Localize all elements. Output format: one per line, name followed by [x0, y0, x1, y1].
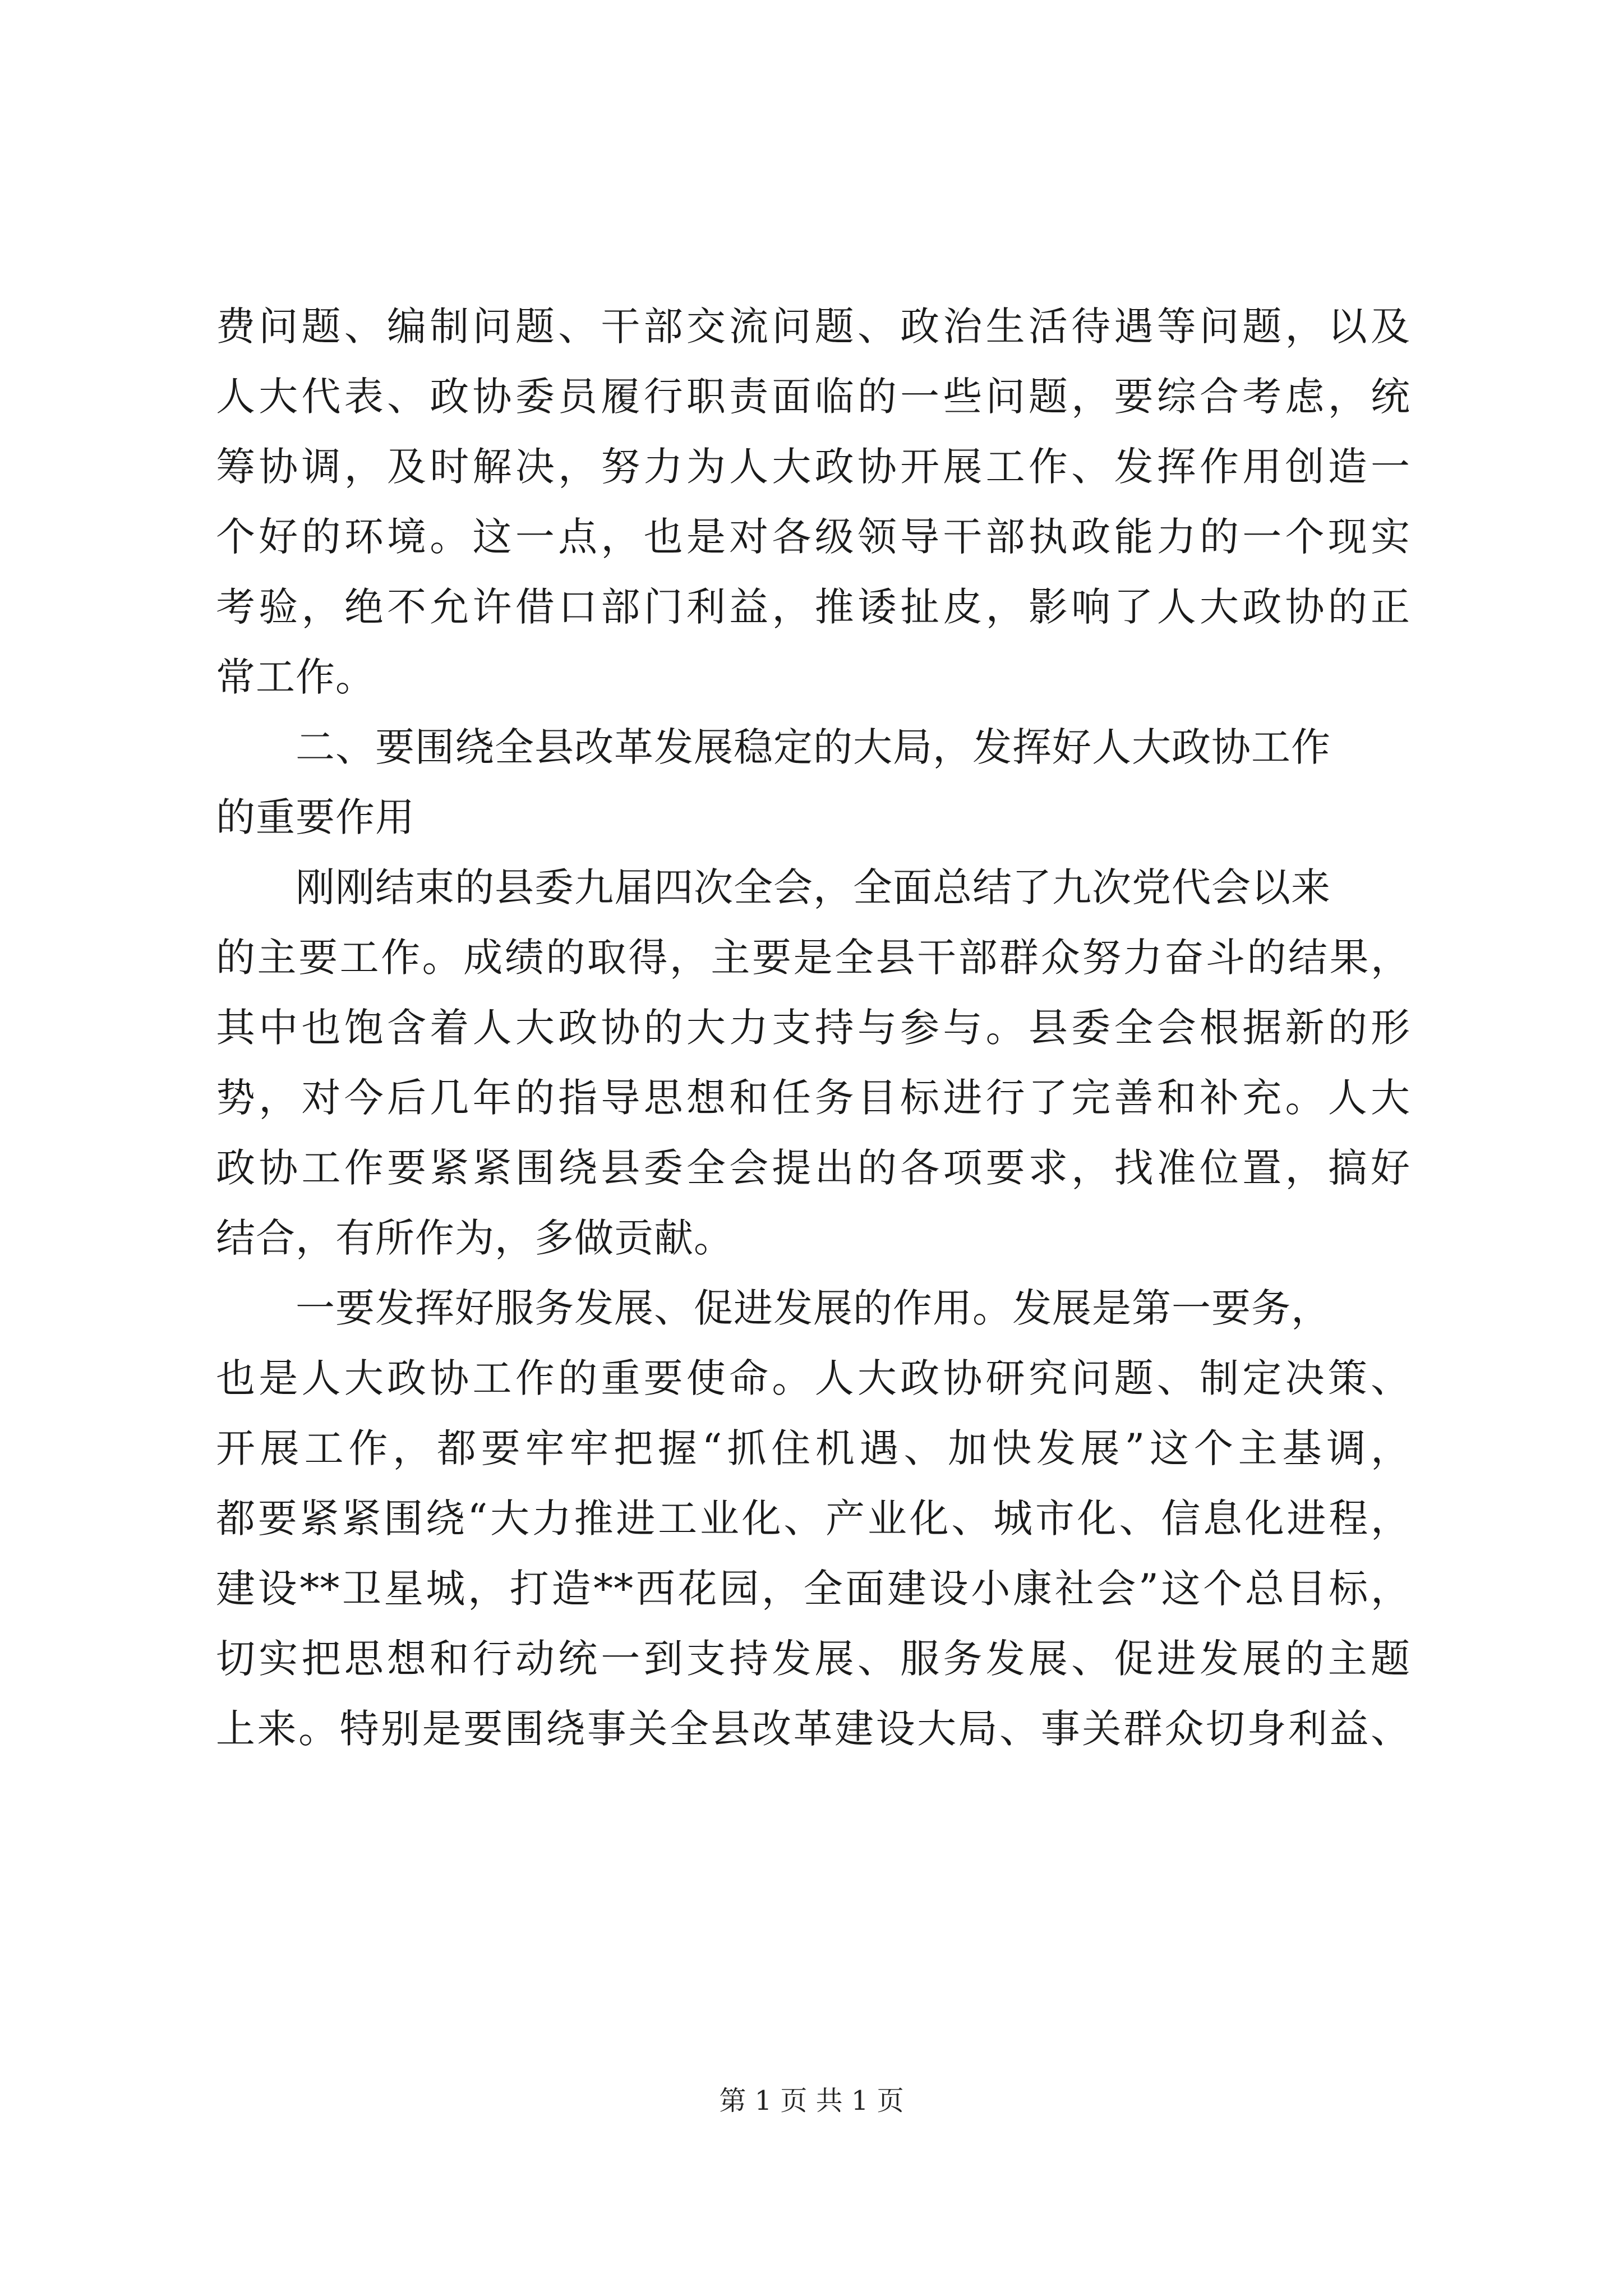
text-line: 开展工作，都要牢牢把握“抓住机遇、加快发展”这个主基调，	[216, 1425, 1410, 1471]
text-line: 建设**卫星城，打造**西花园，全面建设小康社会”这个总目标，	[216, 1566, 1410, 1612]
text-line: 刚刚结束的县委九届四次全会，全面总结了九次党代会以来	[216, 864, 1331, 910]
text-line: 其中也饱含着人大政协的大力支持与参与。县委全会根据新的形	[216, 1005, 1410, 1051]
text-line: 政协工作要紧紧围绕县委全会提出的各项要求，找准位置，搞好	[216, 1145, 1410, 1191]
section-heading-line: 的重要作用	[216, 794, 415, 840]
text-line: 筹协调，及时解决，努力为人大政协开展工作、发挥作用创造一	[216, 444, 1410, 490]
text-line: 都要紧紧围绕“大力推进工业化、产业化、城市化、信息化进程，	[216, 1496, 1410, 1542]
text-line: 人大代表、政协委员履行职责面临的一些问题，要综合考虑，统	[216, 374, 1410, 420]
text-line: 考验，绝不允许借口部门利益，推诿扯皮，影响了人大政协的正	[216, 584, 1410, 630]
text-line: 常工作。	[216, 654, 375, 700]
text-line: 的主要工作。成绩的取得，主要是全县干部群众努力奋斗的结果，	[216, 935, 1410, 981]
page-number-label: 第 1 页 共 1 页	[719, 2085, 904, 2116]
section-heading-line: 二、要围绕全县改革发展稳定的大局，发挥好人大政协工作	[216, 724, 1331, 770]
text-line: 上来。特别是要围绕事关全县改革建设大局、事关群众切身利益、	[216, 1706, 1410, 1752]
text-line: 也是人大政协工作的重要使命。人大政协研究问题、制定决策、	[216, 1355, 1410, 1401]
text-line: 费问题、编制问题、干部交流问题、政治生活待遇等问题，以及	[216, 303, 1410, 349]
text-line: 势，对今后几年的指导思想和任务目标进行了完善和补充。人大	[216, 1075, 1410, 1121]
document-body	[216, 292, 1410, 1764]
text-line: 个好的环境。这一点，也是对各级领导干部执政能力的一个现实	[216, 514, 1410, 560]
text-line: 切实把思想和行动统一到支持发展、服务发展、促进发展的主题	[216, 1636, 1410, 1682]
text-line: 一要发挥好服务发展、促进发展的作用。发展是第一要务，	[216, 1285, 1331, 1331]
page-footer	[0, 2084, 1623, 2118]
text-line: 结合，有所作为，多做贡献。	[216, 1215, 734, 1261]
